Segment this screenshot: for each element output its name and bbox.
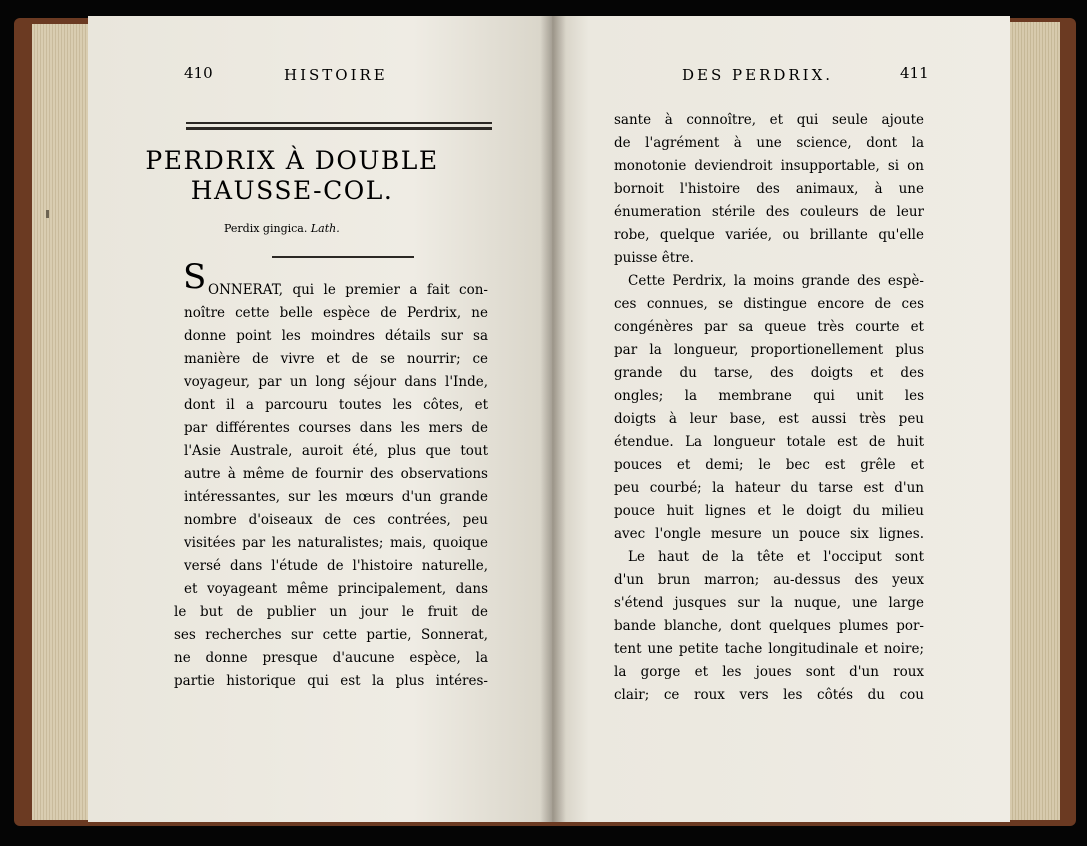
chapter-title-line2: HAUSSE-COL. xyxy=(190,176,394,205)
text-line: pouce huit lignes et le doigt du milieu xyxy=(614,503,924,519)
text-line: peu courbé; la hateur du tarse est d'un xyxy=(614,480,924,496)
right-page-number: 411 xyxy=(900,64,929,82)
chapter-title-line1: PERDRIX À DOUBLE xyxy=(145,146,439,175)
text-line: ongles; la membrane qui unit les xyxy=(614,388,924,404)
text-line: voyageur, par un long séjour dans l'Inde, xyxy=(184,374,488,390)
text-line: versé dans l'étude de l'histoire naturelle, xyxy=(184,558,488,574)
text-line: Le haut de la tête et l'occiput sont xyxy=(628,549,924,565)
text-line: robe, quelque variée, ou brillante qu'elle xyxy=(614,227,924,243)
latin-species: Perdix gingica. xyxy=(224,222,308,235)
text-line: s'étend jusques sur la nuque, une large xyxy=(614,595,924,611)
text-line: nombre d'oiseaux de ces contrées, peu xyxy=(184,512,488,528)
text-line: l'Asie Australe, auroit été, plus que tout xyxy=(184,443,488,459)
text-line: par la longueur, proportionellement plus xyxy=(614,342,924,358)
text-line: intéressantes, sur les mœurs d'un grande xyxy=(184,489,488,505)
text-line: énumeration stérile des couleurs de leur xyxy=(614,204,924,220)
text-line: ne donne presque d'aucune espèce, la xyxy=(174,650,488,666)
text-line: monotonie deviendroit insupportable, si on xyxy=(614,158,924,174)
text-line: ses recherches sur cette partie, Sonnerat, xyxy=(174,627,488,643)
text-line: étendue. La longueur totale est de huit xyxy=(614,434,924,450)
text-line: tent une petite tache longitudinale et noire; xyxy=(614,641,924,657)
text-line: Cette Perdrix, la moins grande des espè- xyxy=(628,273,924,289)
header-rule-thin xyxy=(186,122,492,124)
text-line: clair; ce roux vers les côtés du cou xyxy=(614,687,924,703)
text-line: puisse être. xyxy=(614,250,694,266)
left-page xyxy=(88,16,552,822)
text-line: de l'agrément à une science, dont la xyxy=(614,135,924,151)
header-rule-thick xyxy=(186,127,492,130)
left-page-edges xyxy=(32,24,94,820)
text-line: bande blanche, dont quelques plumes por- xyxy=(614,618,924,634)
text-line: manière de vivre et de se nourrir; ce xyxy=(184,351,488,367)
text-line: ONNERAT, qui le premier a fait con- xyxy=(208,282,488,298)
text-line: visitées par les naturalistes; mais, quoique xyxy=(184,535,488,551)
text-line: et voyageant même principalement, dans xyxy=(184,581,488,597)
text-line: autre à même de fournir des observations xyxy=(184,466,488,482)
title-divider xyxy=(272,256,414,258)
text-line: d'un brun marron; au-dessus des yeux xyxy=(614,572,924,588)
text-line: partie historique qui est la plus intéres- xyxy=(174,673,488,689)
text-line: congénères par sa queue très courte et xyxy=(614,319,924,335)
left-page-number: 410 xyxy=(184,64,213,82)
text-line: par différentes courses dans les mers de xyxy=(184,420,488,436)
text-line: donne point les moindres détails sur sa xyxy=(184,328,488,344)
text-line: la gorge et les joues sont d'un roux xyxy=(614,664,924,680)
left-running-head: HISTOIRE xyxy=(284,66,388,84)
right-running-head: DES PERDRIX. xyxy=(682,66,834,84)
text-line: avec l'ongle mesure un pouce six lignes. xyxy=(614,526,924,542)
right-page-edges xyxy=(1004,22,1060,820)
text-line: pouces et demi; le bec est grêle et xyxy=(614,457,924,473)
text-line: bornoit l'histoire des animaux, à une xyxy=(614,181,924,197)
text-line: doigts à leur base, est aussi très peu xyxy=(614,411,924,427)
latin-name xyxy=(224,222,340,235)
text-line: noître cette belle espèce de Perdrix, ne xyxy=(184,305,488,321)
text-line: le but de publier un jour le fruit de xyxy=(174,604,488,620)
page-edge-mark xyxy=(46,210,49,218)
text-line: grande du tarse, des doigts et des xyxy=(614,365,924,381)
text-line: ces connues, se distingue encore de ces xyxy=(614,296,924,312)
text-line: dont il a parcouru toutes les côtes, et xyxy=(184,397,488,413)
drop-cap: S xyxy=(183,257,207,297)
text-line: sante à connoître, et qui seule ajoute xyxy=(614,112,924,128)
book-gutter xyxy=(540,16,566,822)
latin-author: Lath. xyxy=(310,222,340,235)
